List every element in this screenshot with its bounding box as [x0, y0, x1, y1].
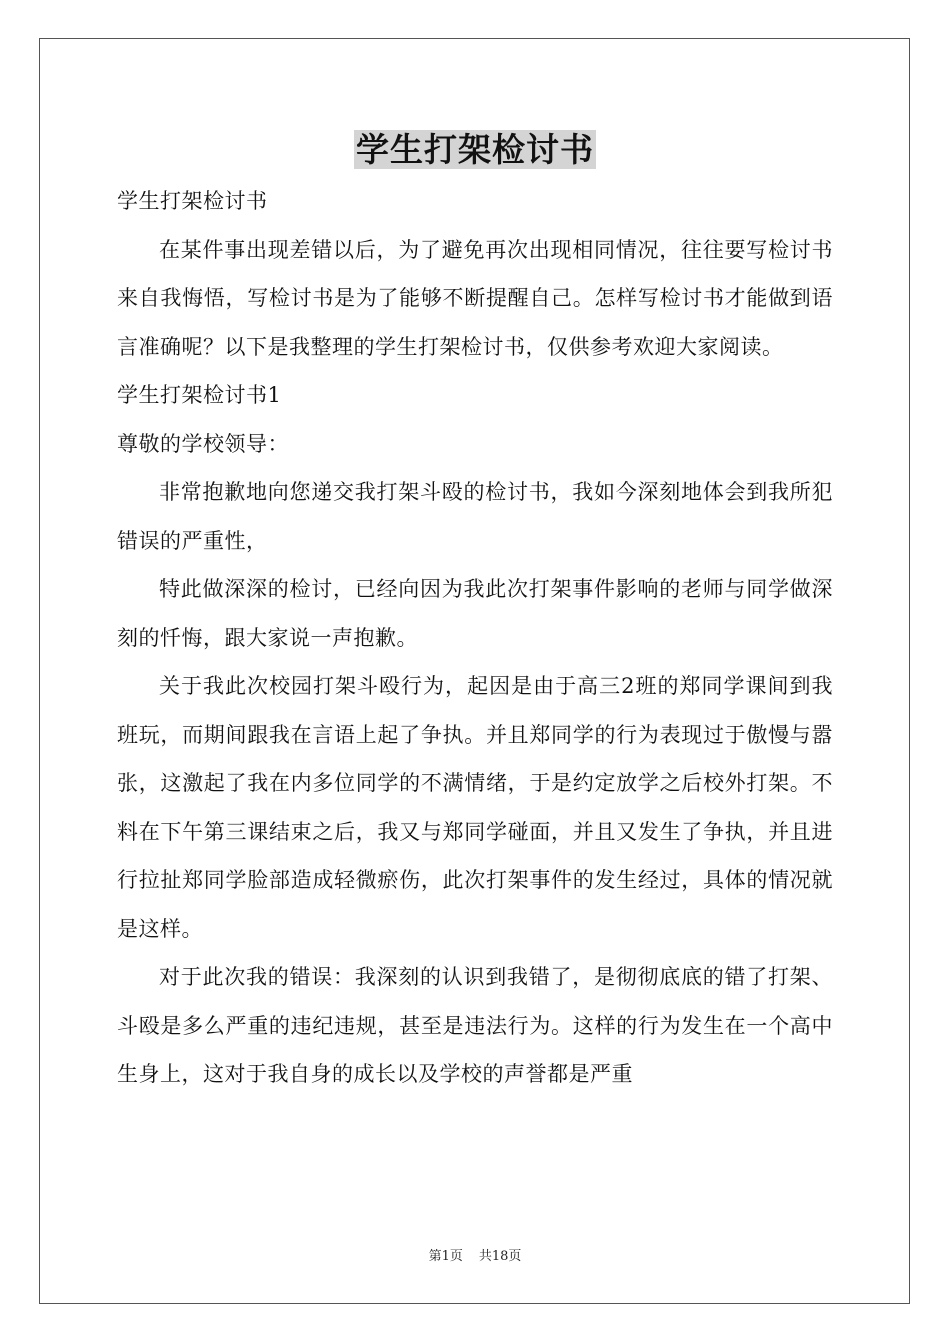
paragraph-incident: 关于我此次校园打架斗殴行为，起因是由于高三2班的郑同学课间到我班玩，而期间跟我在言语上起了争执。并且郑同学的行为表现过于傲慢与嚣张，这激起了我在内多位同学的不满情绪，于是约定放学之后校外打架。不料在下午第三课结束之后，我又与郑同学碰面，并且又发生了争执，并且进行拉扯郑同学脸部造成轻微瘀伤，此次打架事件的发生经过，具体的情况就是这样。: [117, 674, 833, 941]
document-title-heading: [0, 128, 950, 172]
paragraph-reflection: 特此做深深的检讨，已经向因为我此次打架事件影响的老师与同学做深刻的忏悔，跟大家说一声抱歉。: [117, 577, 833, 650]
page-footer: [0, 1245, 950, 1264]
paragraph-subtitle: 学生打架检讨书: [117, 189, 268, 213]
paragraph-intro: 在某件事出现差错以后，为了避免再次出现相同情况，往往要写检讨书来自我悔悟，写检讨书是为了能够不断提醒自己。怎样写检讨书才能做到语言准确呢？以下是我整理的学生打架检讨书，仅供参考欢迎大家阅读。: [117, 237, 833, 359]
document-title: 学生打架检讨书: [356, 130, 594, 169]
paragraph-section-heading: 学生打架检讨书1: [117, 383, 282, 407]
total-pages: 共18页: [478, 1249, 522, 1264]
paragraph-apology: 非常抱歉地向您递交我打架斗殴的检讨书，我如今深刻地体会到我所犯错误的严重性，: [117, 480, 833, 553]
page-number: 第1页: [428, 1249, 463, 1264]
document-body: [117, 177, 833, 1099]
paragraph-acknowledgement: 对于此次我的错误：我深刻的认识到我错了，是彻彻底底的错了打架、斗殴是多么严重的违纪违规，甚至是违法行为。这样的行为发生在一个高中生身上，这对于我自身的成长以及学校的声誉都是严重: [117, 965, 833, 1086]
paragraph-salutation: 尊敬的学校领导：: [117, 431, 289, 456]
